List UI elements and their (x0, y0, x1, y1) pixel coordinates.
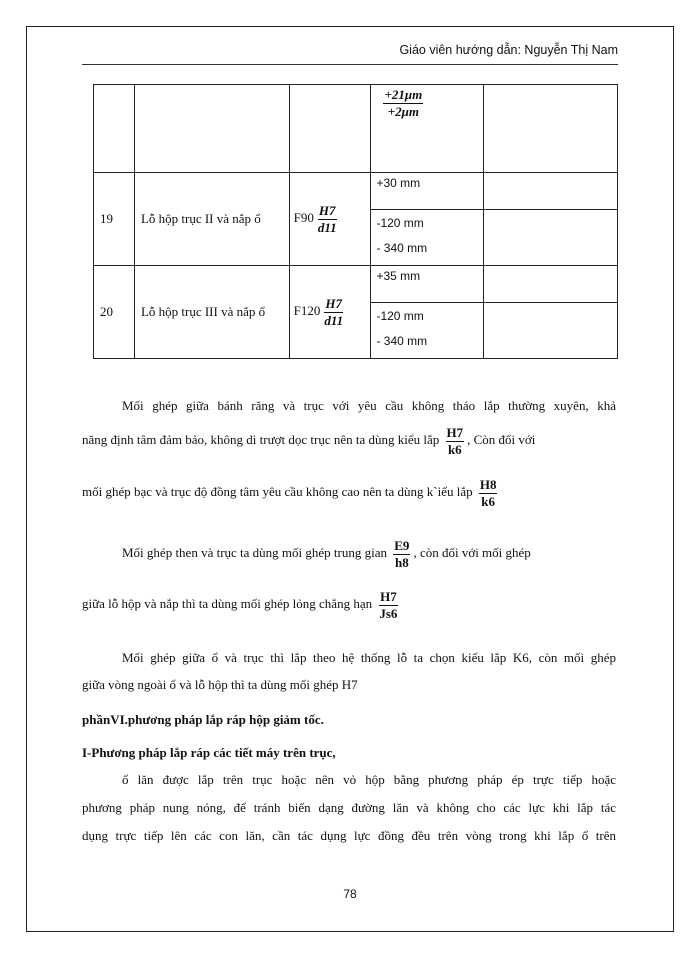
row-name: Lỗ hộp trục II và nắp ổ (134, 173, 289, 266)
paragraph-line: Mối ghép giữa bánh răng và trục với yêu cầu không tháo lắp thường xuyên, khả (122, 398, 616, 413)
fit-fraction: $\frac{H7}{Js6}$ (379, 589, 398, 621)
paragraph-line: ổ lăn được lắp trên trục hoặc nên vỏ hộp bằng phương pháp ép trực tiếp hoặc (122, 772, 616, 787)
section-title: phầnVI.phương pháp lắp ráp hộp giảm tốc. (82, 712, 324, 727)
subsection-title: I-Phương pháp lắp ráp các tiết máy trên trục, (82, 745, 336, 760)
tolerance-table (93, 84, 618, 359)
table-row (94, 266, 618, 359)
page-number: 78 (343, 887, 357, 901)
fit-cell: F90 $\frac{H7}{d11}$ (289, 173, 371, 266)
lower-deviation: - 340 mm (376, 241, 428, 255)
paragraph-line: giữa vòng ngoài ổ và lỗ hộp thì ta dùng mối ghép H7 (82, 677, 358, 692)
paragraph-line: phương pháp nung nóng, để tránh biến dạng đường lăn và không cho các lực khi lắp tác (82, 800, 616, 815)
tolerance-cell (371, 266, 484, 359)
upper-deviation: +30 mm (376, 176, 421, 190)
header-rule (82, 64, 618, 65)
tolerance-cell (371, 173, 484, 266)
row-number: 20 (94, 266, 135, 359)
paragraph-line: Mối ghép then và trục ta dùng mối ghép trung gian $\frac{E9}{h8}$ , còn đối với mối ghép (122, 538, 531, 570)
paragraph-line: năng định tâm đảm bảo, không di trượt dọc trục nên ta dùng kiểu lắp $\frac{H7}{k6}$ , Còn đối với (82, 425, 536, 457)
fit-fraction: $\frac{H7}{k6}$ (446, 425, 464, 457)
paragraph-line: giữa lỗ hộp và nắp thì ta dùng mối ghép lỏng chẳng hạn $\frac{H7}{Js6}$ (82, 589, 398, 621)
table-cell (484, 173, 618, 266)
table-row (94, 173, 618, 266)
paragraph-line: Mối ghép giữa ổ và trục thì lắp theo hệ thống lỗ ta chọn kiểu lắp K6, còn mối ghép (122, 650, 616, 665)
table-cell (289, 85, 371, 173)
paragraph-line: dụng trực tiếp lên các con lăn, cần tác dụng lực đồng đều trên vòng trong khi lắp ổ trên (82, 828, 616, 843)
fit-fraction: $\frac{H7}{d11}$ (317, 202, 337, 235)
table-row (94, 85, 618, 173)
lower-deviation: -120 mm (376, 309, 424, 323)
fit-fraction: $\frac{H7}{d11}$ (324, 295, 344, 328)
tolerance-fraction: $\frac{+21\mu m}{+2\mu m}$ (384, 87, 423, 119)
lower-deviation: -120 mm (376, 216, 424, 230)
fit-fraction: $\frac{E9}{h8}$ (394, 538, 410, 570)
table-cell (371, 85, 484, 173)
upper-deviation: +35 mm (376, 269, 421, 283)
lower-deviation: - 340 mm (376, 334, 428, 348)
table-cell (484, 266, 618, 359)
table-cell (134, 85, 289, 173)
table-cell (484, 85, 618, 173)
row-name: Lỗ hộp trục III và nắp ổ (134, 266, 289, 359)
fit-cell: F120 $\frac{H7}{d11}$ (289, 266, 371, 359)
page-header: Giáo viên hướng dẫn: Nguyễn Thị Nam (399, 43, 618, 57)
fit-fraction: $\frac{H8}{k6}$ (479, 477, 497, 509)
row-number: 19 (94, 173, 135, 266)
table-cell (94, 85, 135, 173)
paragraph-line: mối ghép bạc và trục độ đồng tâm yêu cầu không cao nên ta dùng k`iểu lắp $\frac{H8}{k6}$ (82, 477, 497, 509)
